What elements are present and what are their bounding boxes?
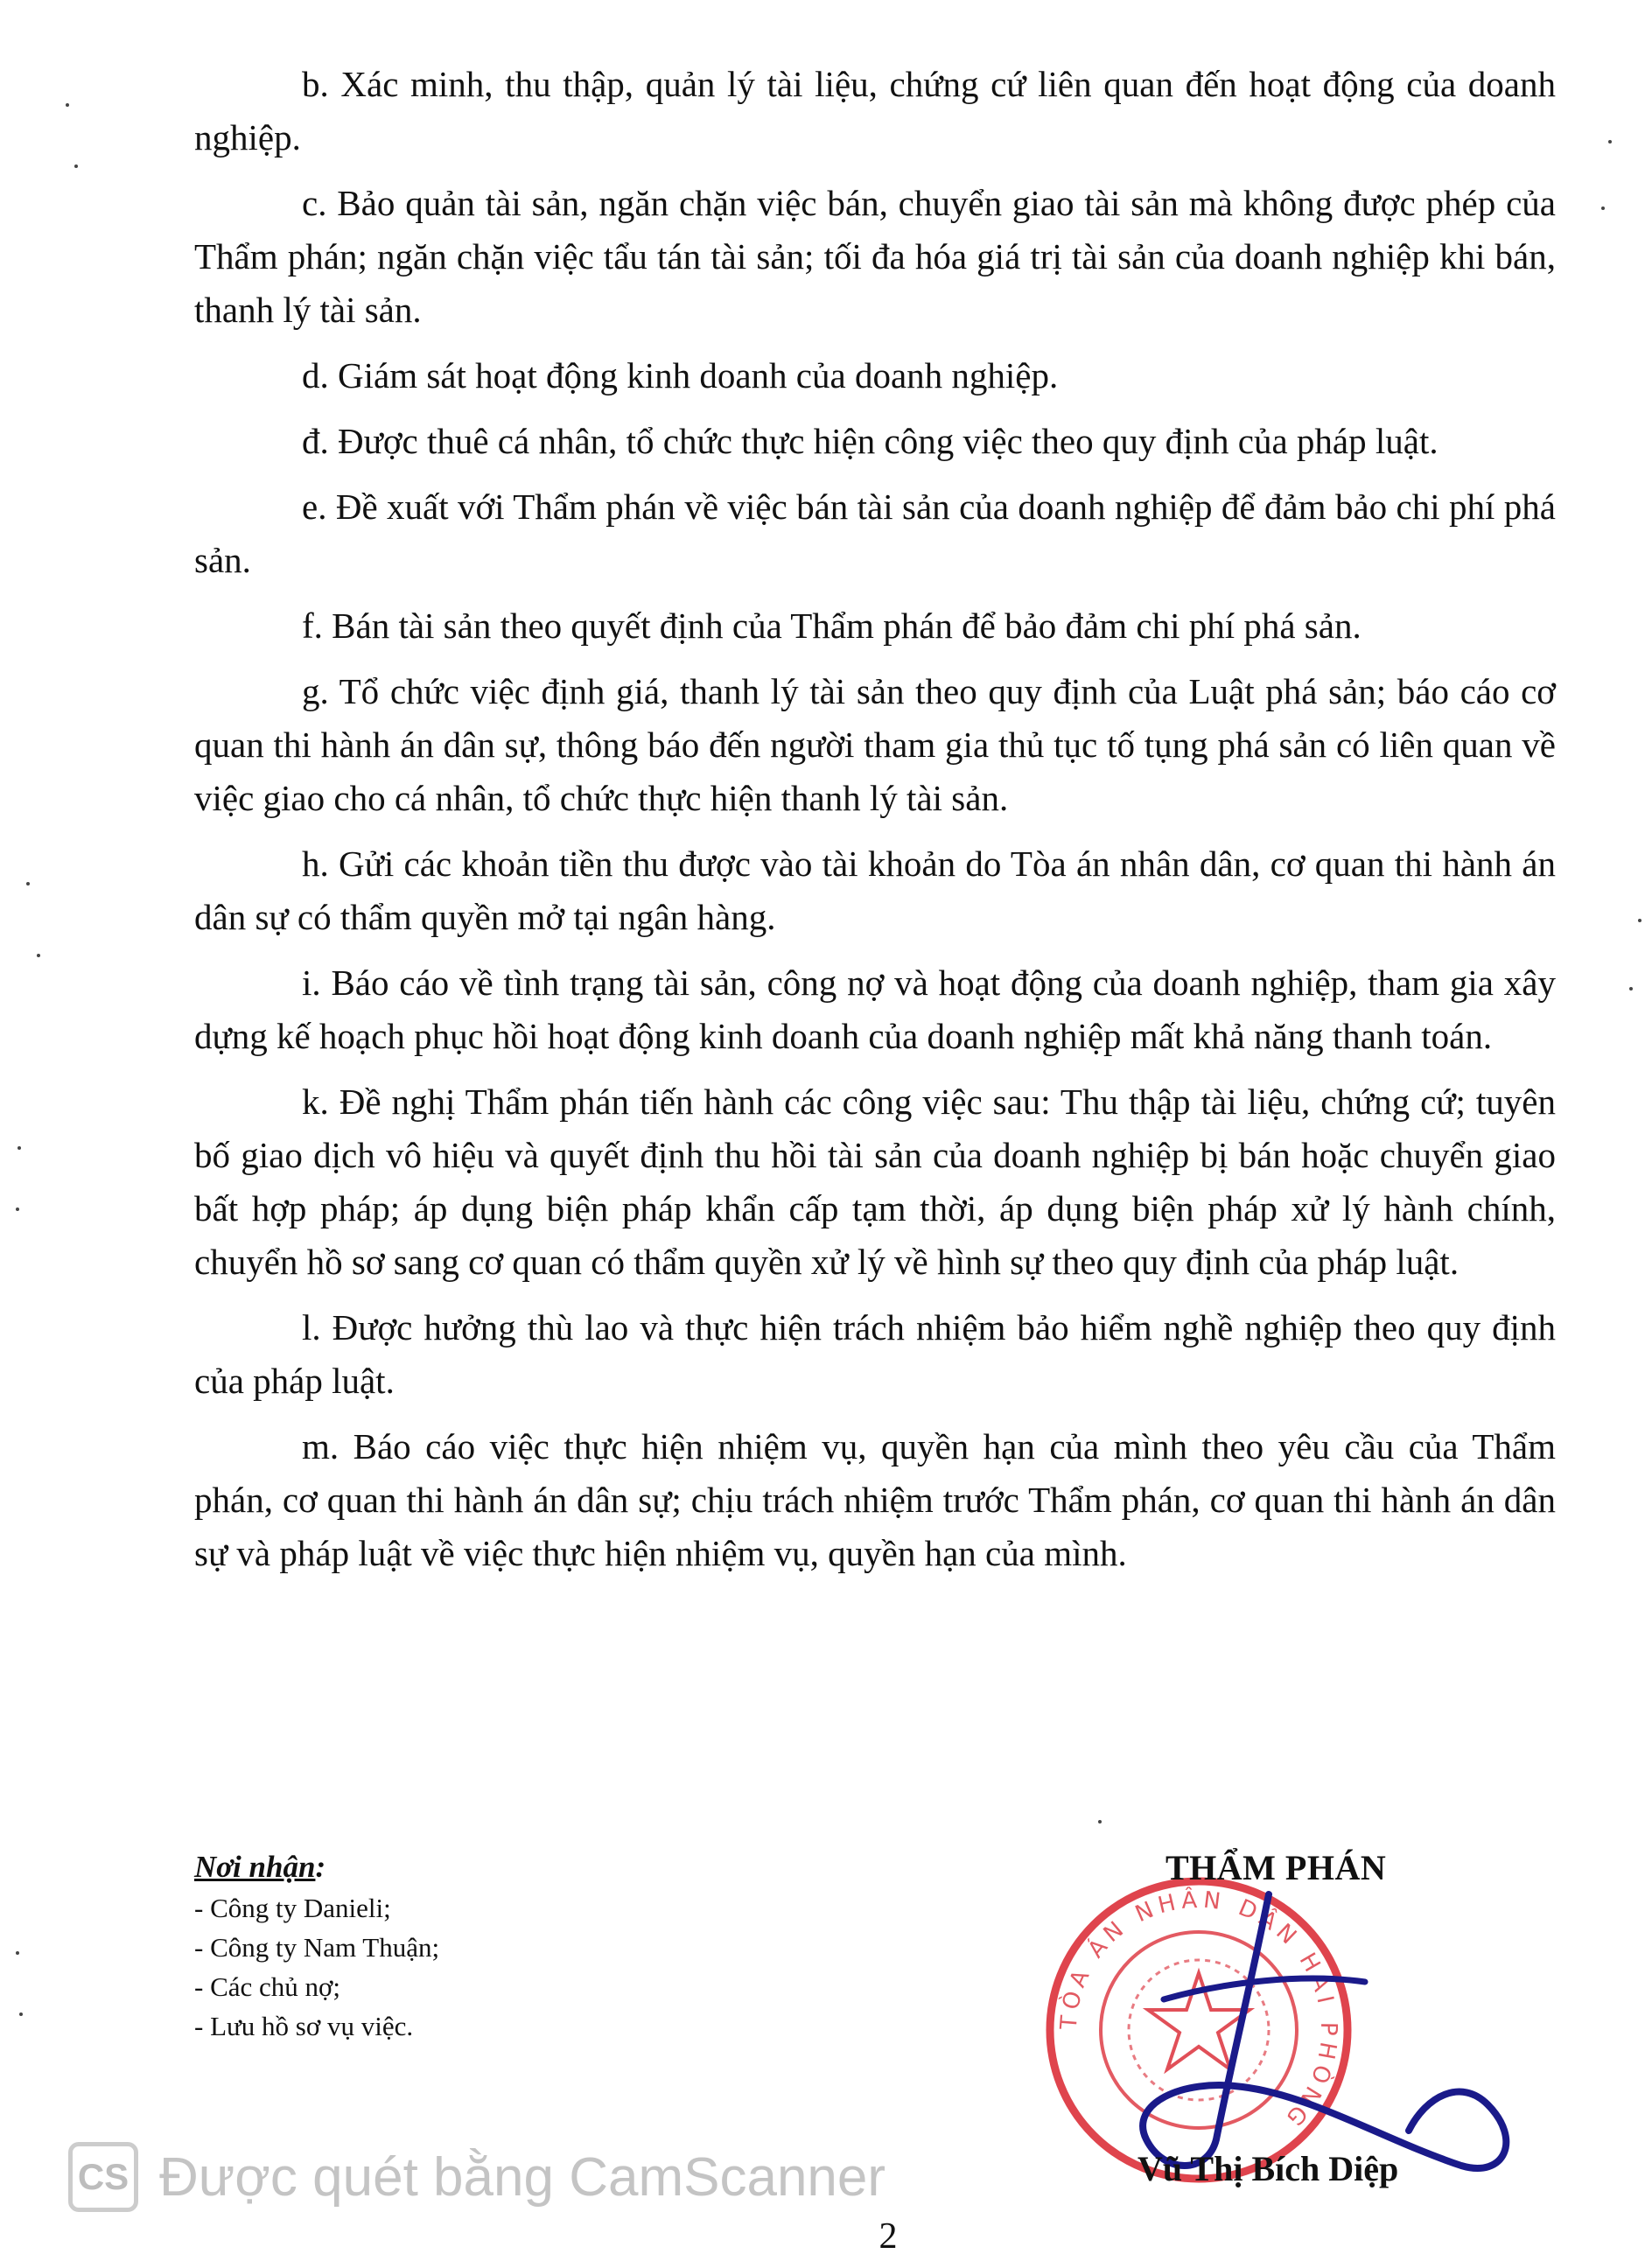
scan-speck xyxy=(1638,919,1642,922)
list-item: - Các chủ nợ; xyxy=(194,1971,341,2002)
recipients-title-colon: : xyxy=(315,1850,326,1884)
scan-speck xyxy=(18,1146,21,1150)
paragraph-c: c. Bảo quản tài sản, ngăn chặn việc bán, chuyển giao tài sản mà không được phép của Thẩm phán; ngăn chặn việc tẩu tán tài sản; tối đa hóa giá trị tài sản của doanh nghiệp khi bán, thanh lý tài sản. xyxy=(194,183,1556,330)
scan-speck xyxy=(1608,140,1612,144)
watermark-text: Được quét bằng CamScanner xyxy=(159,2146,886,2208)
judge-title: THẨM PHÁN xyxy=(1166,1848,1387,1887)
paragraph-d: d. Giám sát hoạt động kinh doanh của doanh nghiệp. xyxy=(302,355,1059,396)
paragraph-f: f. Bán tài sản theo quyết định của Thẩm phán để bảo đảm chi phí phá sản. xyxy=(302,606,1362,646)
paragraph-l: l. Được hưởng thù lao và thực hiện trách nhiệm bảo hiểm nghề nghiệp theo quy định của pháp luật. xyxy=(194,1307,1556,1401)
page-number: 2 xyxy=(878,2216,898,2257)
scan-speck xyxy=(37,954,40,957)
camscanner-logo-icon: CS xyxy=(68,2142,138,2212)
paragraph-e: e. Đề xuất với Thẩm phán về việc bán tài sản của doanh nghiệp để đảm bảo chi phí phá sản. xyxy=(194,486,1556,580)
scan-speck xyxy=(26,882,30,886)
recipients-title-label: Nơi nhận xyxy=(194,1850,316,1884)
list-item: - Công ty Danieli; xyxy=(194,1893,391,1923)
paragraph-i: i. Báo cáo về tình trạng tài sản, công nợ và hoạt động của doanh nghiệp, tham gia xây dựng kế hoạch phục hồi hoạt động kinh doanh của doanh nghiệp mất khả năng thanh toán. xyxy=(194,962,1556,1056)
scan-speck xyxy=(74,164,78,168)
scan-speck xyxy=(1601,206,1605,210)
paragraph-dd: đ. Được thuê cá nhân, tổ chức thực hiện công việc theo quy định của pháp luật. xyxy=(302,421,1438,461)
paragraph-b: b. Xác minh, thu thập, quản lý tài liệu, chứng cứ liên quan đến hoạt động của doanh nghiệp. xyxy=(194,64,1556,158)
paragraph-k: k. Đề nghị Thẩm phán tiến hành các công việc sau: Thu thập tài liệu, chứng cứ; tuyên bố giao dịch vô hiệu và quyết định thu hồi tài sản của doanh nghiệp bị bán hoặc chuyển giao bất hợp pháp; áp dụng biện pháp khẩn cấp tạm thời, áp dụng biện pháp xử lý hành chính, chuyển hồ sơ sang cơ quan có thẩm quyền xử lý về hình sự theo quy định của pháp luật. xyxy=(194,1082,1556,1282)
document-body xyxy=(194,58,1556,1592)
scan-speck xyxy=(1098,1820,1102,1824)
seal-text: TÒA ÁN NHÂN DÂN HẢI PHÒNG xyxy=(1055,1886,1342,2135)
list-item: - Công ty Nam Thuận; xyxy=(194,1932,440,1963)
scan-speck xyxy=(19,2012,23,2016)
signature-block xyxy=(998,1842,1540,2218)
recipients-list xyxy=(194,1888,807,2046)
scan-speck xyxy=(66,103,69,107)
paragraph-g: g. Tổ chức việc định giá, thanh lý tài sản theo quy định của Luật phá sản; báo cáo cơ quan thi hành án dân sự, thông báo đến người tham gia thủ tục tố tụng phá sản có liên quan về việc giao cho cá nhân, tổ chức thực hiện thanh lý tài sản. xyxy=(194,671,1556,818)
camscanner-watermark xyxy=(68,2139,886,2215)
recipients-block xyxy=(194,1846,807,2046)
list-item: - Lưu hồ sơ vụ việc. xyxy=(194,2011,414,2041)
scan-speck xyxy=(16,1951,19,1955)
recipients-title xyxy=(194,1846,807,1888)
judge-name: Vũ Thị Bích Diệp xyxy=(1138,2149,1399,2188)
paragraph-h: h. Gửi các khoản tiền thu được vào tài khoản do Tòa án nhân dân, cơ quan thi hành án dân sự có thẩm quyền mở tại ngân hàng. xyxy=(194,844,1556,937)
scan-speck xyxy=(1629,987,1633,990)
paragraph-m: m. Báo cáo việc thực hiện nhiệm vụ, quyền hạn của mình theo yêu cầu của Thẩm phán, cơ quan thi hành án dân sự; chịu trách nhiệm trước Thẩm phán, cơ quan thi hành án dân sự và pháp luật về việc thực hiện nhiệm vụ, quyền hạn của mình. xyxy=(194,1426,1556,1573)
scan-speck xyxy=(16,1208,19,1211)
